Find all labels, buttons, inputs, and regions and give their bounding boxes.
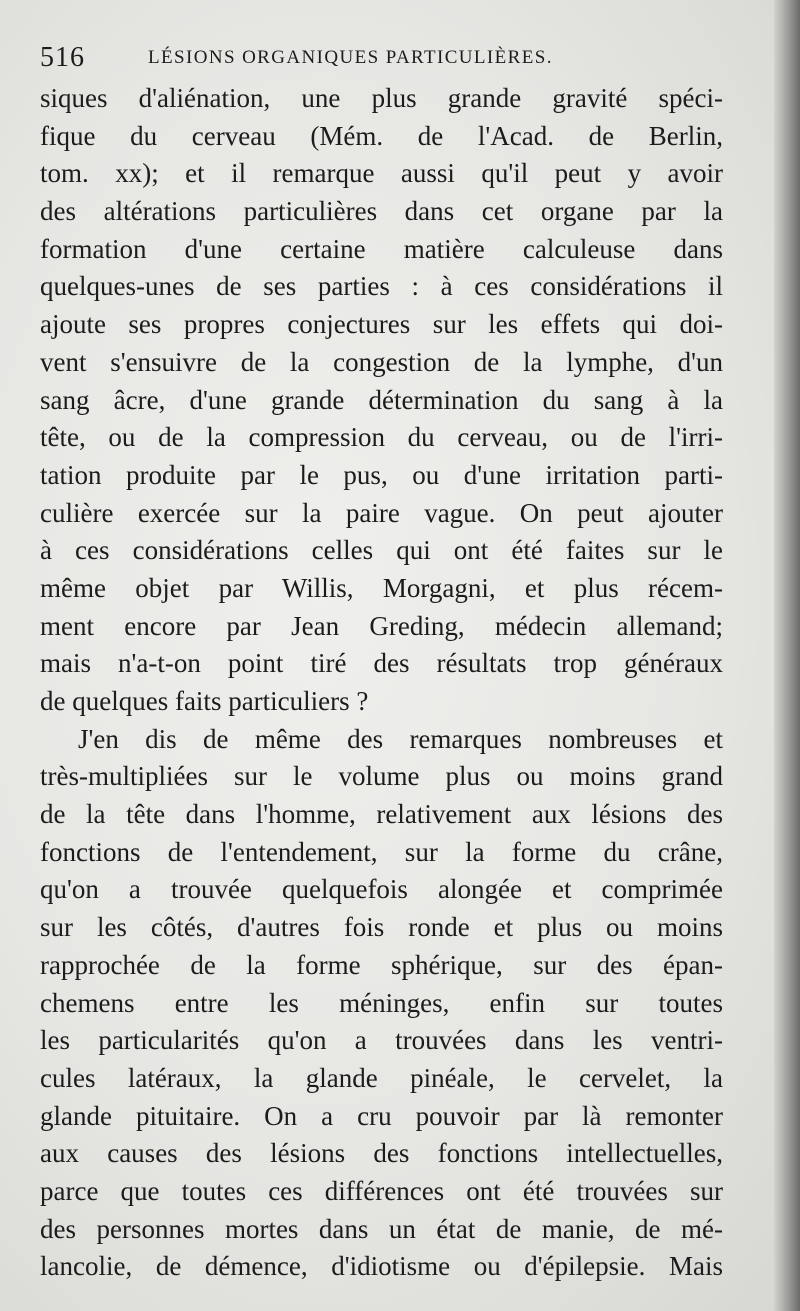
text-line: à ces considérations celles qui ont été faites sur le xyxy=(40,535,723,566)
body-text xyxy=(40,80,723,1286)
text-line: siques d'aliénation, une plus grande gravité spéci- xyxy=(40,83,723,113)
text-line: glande pituitaire. On a cru pouvoir par là remonter xyxy=(40,1100,723,1131)
text-line: chemens entre les méninges, enfin sur toutes xyxy=(40,987,723,1018)
page-edge-shadow xyxy=(774,0,800,1311)
text-line: vent s'ensuivre de la congestion de la lymphe, d'un xyxy=(40,346,723,377)
text-line: mais n'a-t-on point tiré des résultats trop généraux xyxy=(40,648,723,679)
text-line: les particularités qu'on a trouvées dans les ventri- xyxy=(40,1025,723,1056)
text-line: ajoute ses propres conjectures sur les effets qui doi- xyxy=(40,309,723,340)
text-line: cules latéraux, la glande pinéale, le cervelet, la xyxy=(40,1062,723,1093)
text-line: tation produite par le pus, ou d'une irritation parti- xyxy=(40,459,723,490)
text-line: sang âcre, d'une grande détermination du sang à la xyxy=(40,384,723,415)
text-line: tête, ou de la compression du cerveau, ou de l'irri- xyxy=(40,422,723,453)
text-line: sur les côtés, d'autres fois ronde et plus ou moins xyxy=(40,912,723,943)
text-line: formation d'une certaine matière calculeuse dans xyxy=(40,233,723,264)
text-line: de quelques faits particuliers ? xyxy=(40,686,369,716)
text-line: J'en dis de même des remarques nombreuses et xyxy=(78,723,723,754)
text-line: ment encore par Jean Greding, médecin allemand; xyxy=(40,610,723,641)
text-line: des personnes mortes dans un état de manie, de mé- xyxy=(40,1213,723,1244)
running-head: LÉSIONS ORGANIQUES PARTICULIÈRES. xyxy=(148,47,553,68)
text-line: fonctions de l'entendement, sur la forme du crâne, xyxy=(40,836,723,867)
text-line: fique du cerveau (Mém. de l'Acad. de Berlin, xyxy=(40,120,723,151)
text-line: lancolie, de démence, d'idiotisme ou d'épilepsie. Mais xyxy=(40,1251,723,1282)
text-line: aux causes des lésions des fonctions intellectuelles, xyxy=(40,1138,723,1169)
text-line: quelques-unes de ses parties : à ces considérations il xyxy=(40,271,723,302)
page-number: 516 xyxy=(40,42,85,73)
text-line: très-multipliées sur le volume plus ou moins grand xyxy=(40,761,723,792)
text-line: qu'on a trouvée quelquefois alongée et comprimée xyxy=(40,874,723,905)
text-line: culière exercée sur la paire vague. On peut ajouter xyxy=(40,497,723,528)
text-line: de la tête dans l'homme, relativement aux lésions des xyxy=(40,799,723,830)
text-line: même objet par Willis, Morgagni, et plus récem- xyxy=(40,572,723,603)
page-header xyxy=(40,38,730,78)
text-line: des altérations particulières dans cet organe par la xyxy=(40,196,723,227)
text-line: rapprochée de la forme sphérique, sur des épan- xyxy=(40,949,723,980)
text-line: parce que toutes ces différences ont été trouvées sur xyxy=(40,1175,723,1206)
text-line: tom. xx); et il remarque aussi qu'il peut y avoir xyxy=(40,158,723,189)
